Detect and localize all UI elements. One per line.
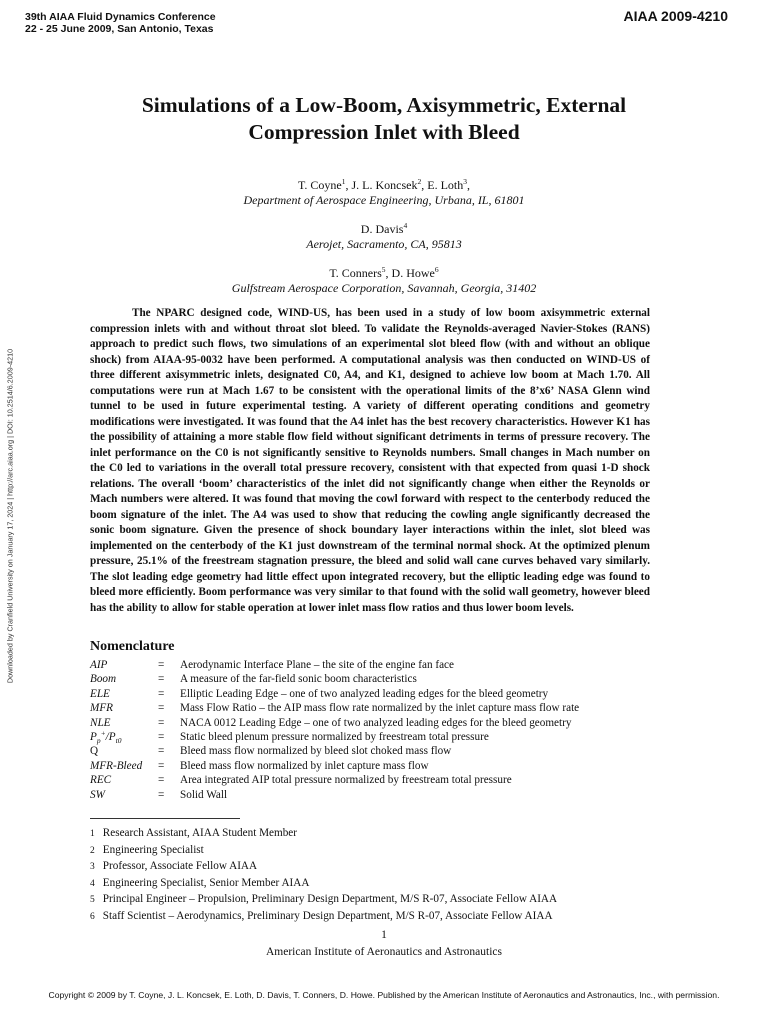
nomenclature-equals: = [158,745,165,758]
footnote-text: Engineering Specialist, Senior Member AIAA [102,876,310,889]
footnote-mark: 3 [90,862,95,873]
footnote-text: Professor, Associate Fellow AIAA [102,860,258,873]
nomenclature-entry [90,658,640,672]
nomenclature-symbol-plenum-pressure: $P_p^+/P_{t0}$ [90,728,122,746]
nomenclature-symbol: MFR-Bleed [90,759,143,772]
author-footnote-mark: 2 [417,177,422,186]
nomenclature-equals: = [158,774,165,787]
author-names [0,222,768,237]
author-separator: , [467,178,471,192]
page-number: 1 [381,929,387,941]
author-group-3 [0,266,768,296]
footnote-mark: 4 [90,878,95,889]
nomenclature-symbol: MFR [90,702,113,715]
nomenclature-list [90,658,640,802]
download-side-note [4,326,16,706]
nomenclature-equals: = [158,788,165,801]
nomenclature-definition: Area integrated AIP total pressure normalized by freestream total pressure [180,774,512,787]
nomenclature-entry [90,744,640,758]
author-footnote-mark: 4 [403,221,408,230]
copyright-notice: Copyright © 2009 by T. Coyne, J. L. Koncsek, E. Loth, D. Davis, T. Conners, D. Howe. Published by the American Institute of Aeronautics and Astronautics, Inc., with permission. [48,990,720,1000]
author-group-1 [0,178,768,208]
footnote-mark: 6 [90,911,95,922]
nomenclature-entry [90,730,640,744]
nomenclature-equals: = [158,731,165,744]
nomenclature-symbol: Q [90,745,99,758]
author-group-2 [0,222,768,252]
conference-name: 39th AIAA Fluid Dynamics Conference [25,11,216,23]
author-names [0,178,768,193]
nomenclature-definition: NACA 0012 Leading Edge – one of two analyzed leading edges for the bleed geometry [180,716,572,729]
author-separator: , [385,266,392,280]
footnotes [90,826,557,926]
author-name: J. L. Koncsek [351,178,418,192]
author-separator: , [345,178,352,192]
author-name: D. Davis [360,222,404,236]
nomenclature-entry [90,773,640,787]
nomenclature-equals: = [158,702,165,715]
nomenclature-equals: = [158,659,165,671]
footnote [90,909,557,926]
abstract: The NPARC designed code, WIND-US, has been used in a study of low boom axisymmetric external compression inlets with and without throat slot bleed. To validate the Reynolds-averaged Navier-Stokes (RANS) approach to predict such flows, two simulations of an experimental slot bleed flow (with and without an oblique shock) from AIAA-95-0032 have been performed. A computational analysis was then conducted on WIND-US of three different axisymmetric inlets, designated C0, A4, and K1, designed to achieve low boom at Mach 1.70. All computations were run at Mach 1.67 to be consistent with the operational limits of the 8’x6’ NASA Glenn wind tunnel to be used in future experimental testing. A variety of different operating conditions and geometry modifications were investigated. It was found that the A4 inlet has the best recovery characteristics. However K1 has the possibility of attaining a more stable flow field without significant detriments in terms of pressure recovery. The inlet performance on the C0 is not significantly sensitive to Reynolds numbers. Small changes in Mach number on the C0 led to variations in the overall total pressure recovery, consistent with that expected from quasi 1-D shock relations. The overall ‘boom’ characteristics of the inlet did not significantly change when either the Reynolds or Mach numbers were altered. It was found that moving the cowl forward with respect to the centerbody reduced the boom signature of the inlet. The A4 was used to show that reducing the cowling angle significantly decreased the sonic boom signature. Given the presence of shock boundary layer interactions within the inlet, slot bleed was implemented on the centerbody of the K1 just downstream of the terminal normal shock. At the optimized plenum pressure, 25.1% of the freestream stagnation pressure, the bleed and solid wall cane curves behaved vary similarly. The slot leading edge geometry had little effect upon integrated recovery, but the elliptic leading edge was found to bleed more efficiently. Boom performance was very similar to that found with the solid wall geometry, however bleed has the ability to allow for stable operation at lower inlet mass flow ratios and thus lower boom levels. [90,307,650,614]
footnote-text: Research Assistant, AIAA Student Member [102,827,297,839]
author-footnote-mark: 3 [463,177,468,186]
conference-header [25,11,216,35]
author-footnote-mark: 6 [434,265,439,274]
author-separator: , [421,178,428,192]
publisher-name: American Institute of Aeronautics and Astronautics [265,946,502,958]
author-footnote-mark: 5 [381,265,386,274]
title-line-1: Simulations of a Low-Boom, Axisymmetric, External [141,93,627,117]
footnote-mark: 5 [90,895,95,906]
nomenclature-symbol: AIP [90,659,108,671]
author-affiliation: Aerojet, Sacramento, CA, 95813 [306,237,462,251]
footnote-mark: 2 [90,845,95,856]
author-name: E. Loth [427,178,464,192]
author-name: T. Coyne [297,178,342,192]
nomenclature-equals: = [158,687,165,700]
footnote-mark: 1 [90,829,95,839]
author-name: D. Howe [391,266,435,280]
nomenclature-definition: Static bleed plenum pressure normalized by freestream total pressure [180,731,489,744]
nomenclature-entry [90,701,640,715]
nomenclature-definition: Solid Wall [180,788,228,801]
footnote-text: Staff Scientist – Aerodynamics, Preliminary Design Department, M/S R-07, Associate Fellow AIAA [102,909,553,922]
author-affiliation: Department of Aerospace Engineering, Urbana, IL, 61801 [243,193,525,207]
footnote [90,826,557,843]
footnote [90,892,557,909]
nomenclature-symbol: Boom [90,673,117,686]
nomenclature-symbol: REC [90,774,112,787]
author-names [0,266,768,281]
nomenclature-definition: Bleed mass flow normalized by inlet capture mass flow [180,759,429,772]
nomenclature-heading: Nomenclature [90,639,175,654]
paper-id: AIAA 2009-4210 [623,8,728,24]
nomenclature-symbol: ELE [90,687,110,700]
footnote [90,876,557,893]
nomenclature-entry [90,788,640,802]
nomenclature-equals: = [158,716,165,729]
footnote-divider [90,818,240,819]
nomenclature-definition: Elliptic Leading Edge – one of two analyzed leading edges for the bleed geometry [180,687,549,700]
nomenclature-entry [90,759,640,773]
footnote [90,859,557,876]
nomenclature-entry [90,672,640,686]
nomenclature-definition: Aerodynamic Interface Plane – the site of the engine fan face [180,659,454,671]
nomenclature-entry [90,716,640,730]
nomenclature-symbol: SW [90,788,105,801]
nomenclature-equals: = [158,759,165,772]
footnote-text: Engineering Specialist [102,843,204,856]
nomenclature-definition: Bleed mass flow normalized by bleed slot choked mass flow [180,745,452,758]
conference-dates: 22 - 25 June 2009, San Antonio, Texas [25,23,214,35]
nomenclature-definition: Mass Flow Ratio – the AIP mass flow rate normalized by the inlet capture mass flow rate [180,702,580,715]
nomenclature-symbol: NLE [90,716,111,729]
author-name: T. Conners [329,266,382,280]
download-side-note-text: Downloaded by Cranfield University on January 17, 2024 | http://arc.aiaa.org | DOI: 10.2514/6.2009-4210 [5,348,15,684]
paper-title [60,92,708,146]
author-footnote-mark: 1 [341,177,346,186]
footnote-text: Principal Engineer – Propulsion, Preliminary Design Department, M/S R-07, Associate Fellow AIAA [102,893,558,906]
author-affiliation: Gulfstream Aerospace Corporation, Savannah, Georgia, 31402 [231,281,537,295]
nomenclature-definition: A measure of the far-field sonic boom characteristics [180,673,417,686]
footnote [90,843,557,860]
title-line-2: Compression Inlet with Bleed [248,120,520,144]
nomenclature-equals: = [158,673,165,686]
nomenclature-entry [90,687,640,701]
